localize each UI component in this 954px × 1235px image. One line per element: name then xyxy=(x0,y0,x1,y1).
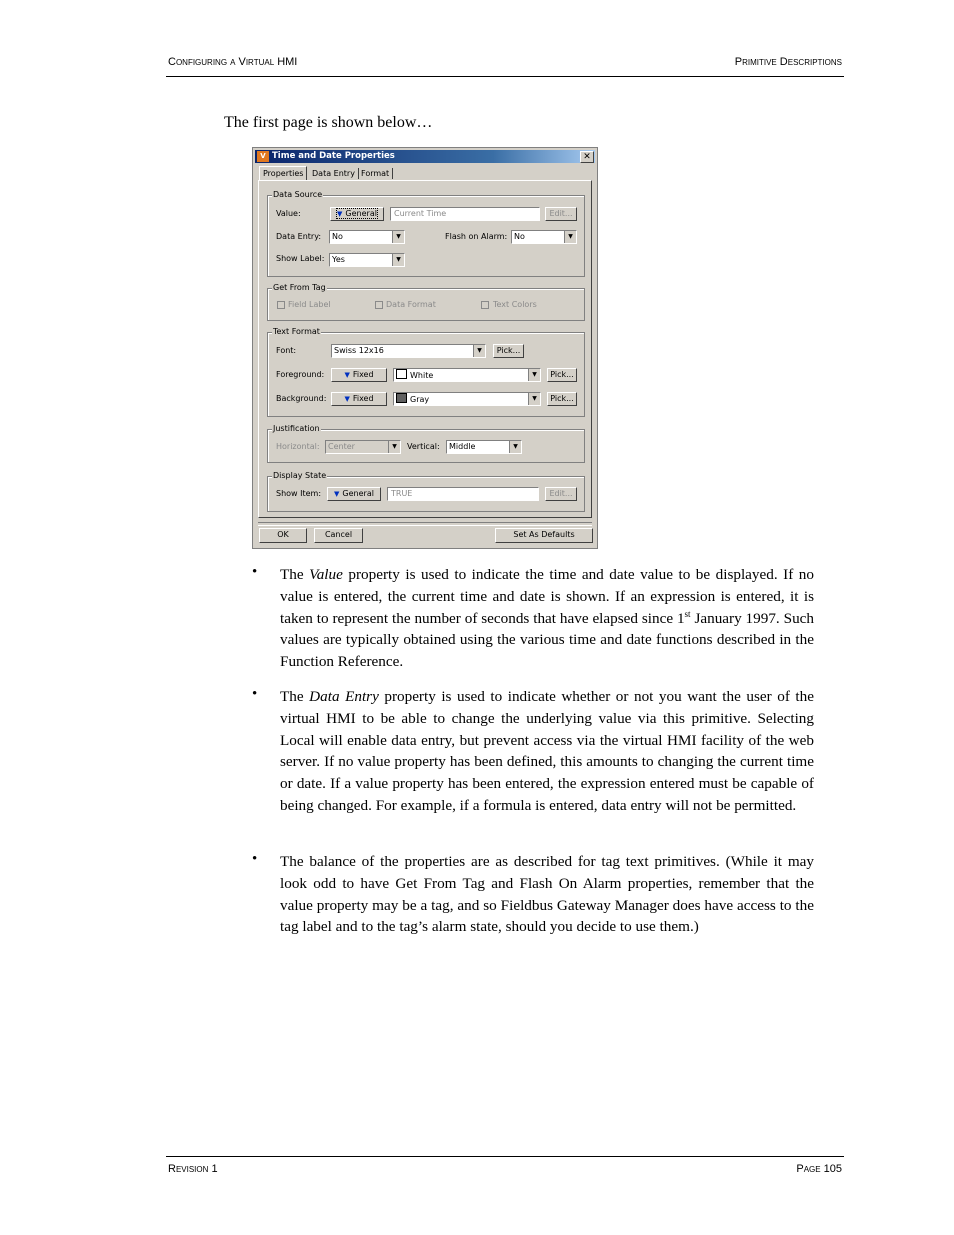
group-justification xyxy=(267,424,585,463)
chevron-down-icon: ▼ xyxy=(528,393,540,405)
foreground-label: Foreground: xyxy=(276,370,325,379)
font-pick-button[interactable]: Pick... xyxy=(493,344,524,358)
font-label: Font: xyxy=(276,346,297,355)
group-display-state xyxy=(267,471,585,512)
show-item-input[interactable]: TRUE xyxy=(387,487,539,501)
cancel-button[interactable]: Cancel xyxy=(314,528,363,543)
dialog-title: Time and Date Properties xyxy=(272,151,395,161)
font-select[interactable]: Swiss 12x16 ▼ xyxy=(331,344,486,358)
field-label-checkbox[interactable] xyxy=(277,301,285,309)
value-input[interactable]: Current Time xyxy=(390,207,540,221)
group-legend: Data Source xyxy=(273,190,323,199)
vertical-label: Vertical: xyxy=(407,442,440,451)
group-get-from-tag xyxy=(267,283,585,321)
field-label-text: Field Label xyxy=(288,300,331,309)
horizontal-label: Horizontal: xyxy=(276,442,320,451)
chevron-down-icon: ▼ xyxy=(392,254,404,266)
intro-text: The first page is shown below… xyxy=(224,114,433,131)
chevron-down-icon: ▼ xyxy=(392,231,404,243)
app-icon: V xyxy=(257,151,269,162)
group-text-format xyxy=(267,327,585,417)
value-mode-button[interactable]: ▼ General xyxy=(330,207,384,221)
set-as-defaults-button[interactable]: Set As Defaults xyxy=(495,528,593,543)
foreground-pick-button[interactable]: Pick... xyxy=(547,368,577,382)
chevron-down-icon: ▼ xyxy=(564,231,576,243)
bullet-value: The Value property is used to indicate the time and date value to be displayed. If no value is entered, the current time and date is shown. If an expression is entered, it is taken to represent the number of seconds that have elapsed since 1st January 1997. Such values are typically obtained using the various time and date functions described in the Function Reference. xyxy=(280,566,814,671)
chevron-down-icon: ▼ xyxy=(388,441,400,453)
footer-page-number: Page 105 xyxy=(796,1163,842,1175)
group-legend: Text Format xyxy=(273,327,320,336)
show-label-label: Show Label: xyxy=(276,254,325,263)
background-mode-button[interactable]: ▼ Fixed xyxy=(331,392,387,406)
data-format-checkbox[interactable] xyxy=(375,301,383,309)
chevron-down-icon: ▼ xyxy=(473,345,485,357)
background-pick-button[interactable]: Pick... xyxy=(547,392,577,406)
group-legend: Justification xyxy=(273,424,320,433)
dialog-titlebar xyxy=(255,150,595,163)
chevron-down-icon: ▼ xyxy=(528,369,540,381)
dialog-separator xyxy=(258,522,592,526)
text-colors-text: Text Colors xyxy=(493,300,537,309)
horizontal-select[interactable]: Center ▼ xyxy=(325,440,401,454)
group-legend: Get From Tag xyxy=(273,283,326,292)
background-label: Background: xyxy=(276,394,327,403)
tab-properties[interactable]: Properties xyxy=(259,166,307,181)
show-label-select[interactable]: Yes ▼ xyxy=(329,253,405,267)
header-section: Primitive Descriptions xyxy=(734,56,842,68)
footer-rule xyxy=(166,1156,844,1157)
foreground-color-select[interactable]: White ▼ xyxy=(393,368,541,382)
flash-on-alarm-select[interactable]: No ▼ xyxy=(511,230,577,244)
show-item-label: Show Item: xyxy=(276,489,322,498)
footer-revision: Revision 1 xyxy=(168,1163,218,1175)
header-rule xyxy=(166,76,844,77)
tab-format[interactable]: Format xyxy=(358,168,393,179)
background-color-select[interactable]: Gray ▼ xyxy=(393,392,541,406)
white-swatch xyxy=(396,369,407,379)
bullet-data-entry: The Data Entry property is used to indicate whether or not you want the user of the virtual HMI to be able to change the underlying value via this primitive. Selecting Local will enable data entry, but prevent access via the virtual HMI facility of the web server. If no value property has been defined, this amounts to changing the current time or date. If a value property has been entered, the expression entered must be capable of being changed. For example, if a formula is entered, data entry will not be permitted. xyxy=(280,688,814,814)
dropdown-arrow-icon: ▼ xyxy=(344,371,350,379)
bullet-marker: • xyxy=(252,564,258,580)
bullet-marker: • xyxy=(252,686,258,702)
bullet-balance: The balance of the properties are as described for tag text primitives. (While it may look odd to have Get From Tag and Flash On Alarm properties, remember that the value property may be a tag, and so Fieldbus Gateway Manager does have access to the tag label and to the tag’s alarm state, should you decide to use them.) xyxy=(280,853,814,936)
header-chapter: Configuring a Virtual HMI xyxy=(168,56,298,68)
gray-swatch xyxy=(396,393,407,403)
ok-button[interactable]: OK xyxy=(259,528,307,543)
vertical-select[interactable]: Middle ▼ xyxy=(446,440,522,454)
dropdown-arrow-icon: ▼ xyxy=(344,395,350,403)
tab-data-entry[interactable]: Data Entry xyxy=(309,168,359,179)
properties-dialog xyxy=(252,147,598,549)
flash-on-alarm-label: Flash on Alarm: xyxy=(445,232,508,241)
bullet-marker: • xyxy=(252,851,258,867)
dropdown-arrow-icon: ▼ xyxy=(337,210,343,218)
data-entry-select[interactable]: No ▼ xyxy=(329,230,405,244)
foreground-mode-button[interactable]: ▼ Fixed xyxy=(331,368,387,382)
show-item-edit-button[interactable]: Edit... xyxy=(545,487,577,501)
group-legend: Display State xyxy=(273,471,327,480)
group-data-source xyxy=(267,190,585,277)
dropdown-arrow-icon: ▼ xyxy=(334,490,340,498)
value-label: Value: xyxy=(276,209,301,218)
text-colors-checkbox[interactable] xyxy=(481,301,489,309)
show-item-mode-button[interactable]: ▼ General xyxy=(327,487,381,501)
data-format-text: Data Format xyxy=(386,300,436,309)
close-icon[interactable]: ✕ xyxy=(580,151,594,163)
tab-panel xyxy=(258,180,592,518)
chevron-down-icon: ▼ xyxy=(509,441,521,453)
data-entry-label: Data Entry: xyxy=(276,232,322,241)
value-edit-button[interactable]: Edit... xyxy=(545,207,577,221)
